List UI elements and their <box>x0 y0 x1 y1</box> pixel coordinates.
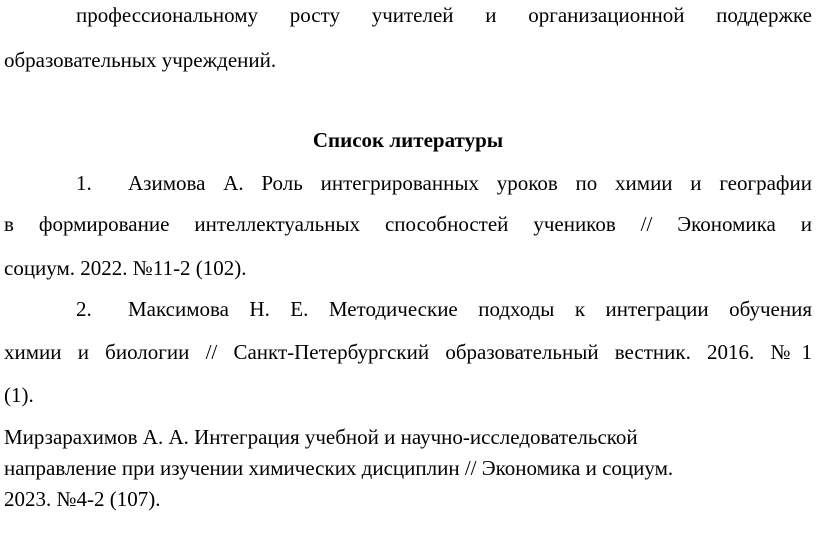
reference-2-line-2: химии и биологии // Санкт-Петербургский образовательный вестник. 2016. №1 <box>4 340 812 364</box>
reference-1-number: 1. <box>76 171 92 195</box>
intro-line-2: образовательных учреждений. <box>4 48 277 72</box>
reference-3-line-1: Мирзарахимов А. А. Интеграция учебной и научно-исследовательской <box>4 425 638 449</box>
reference-1-line-1: Азимова А. Роль интегрированных уроков по химии и географии <box>128 171 812 195</box>
reference-1-line-2: в формирование интеллектуальных способностей учеников // Экономика и <box>4 212 812 236</box>
intro-line-1: профессиональному росту учителей и организационной поддержке <box>76 3 812 27</box>
reference-3-line-2: направление при изучении химических дисциплин // Экономика и социум. <box>4 456 674 480</box>
reference-2-line-1: Максимова Н. Е. Методические подходы к интеграции обучения <box>128 297 812 321</box>
reference-2-line-3: (1). <box>4 383 34 407</box>
reference-1-line-3: социум. 2022. №11-2 (102). <box>4 256 247 280</box>
references-heading: Список литературы <box>312 128 504 152</box>
reference-2-number: 2. <box>76 297 92 321</box>
reference-3-line-3: 2023. №4-2 (107). <box>4 487 161 511</box>
